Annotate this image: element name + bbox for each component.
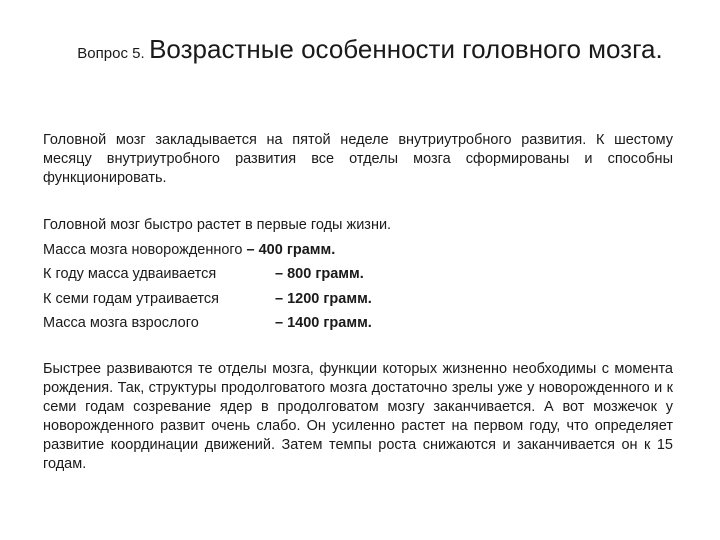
paragraph-brain-regions-development: Быстрее развиваются те отделы мозга, функции которых жизненно необходимы с момента рождения. Так, структуры продолговатого мозга достаточно зрелы уже у новорожденного и к семи годам созревание ядер в продолговатом мозгу заканчивается. А вот мозжечок у новорожденного развит очень слабо. Он усиленно растет на первом году, что определяет развитие координации движений. Затем темпы роста снижаются и заканчивается он к 15 годам. bbox=[43, 361, 673, 472]
mass-row-value: – 1200 грамм. bbox=[275, 290, 372, 307]
question-number: Вопрос 5. bbox=[77, 45, 145, 62]
mass-row-newborn bbox=[43, 238, 673, 263]
growth-intro bbox=[43, 213, 673, 238]
mass-row-adult bbox=[43, 311, 673, 336]
mass-row-seven-years bbox=[43, 287, 673, 312]
paragraph-embryonic-development: Головной мозг закладывается на пятой неделе внутриутробного развития. К шестому месяцу внутриутробного развития все отделы мозга сформированы и способны функционировать. bbox=[43, 132, 673, 186]
brain-mass-block bbox=[43, 213, 673, 336]
mass-row-label: К семи годам утраивается bbox=[43, 290, 220, 307]
title-text: Возрастные особенности головного мозга. bbox=[149, 34, 663, 64]
mass-row-label: К году масса удваивается bbox=[43, 266, 217, 282]
mass-row-label: Масса мозга новорожденного bbox=[43, 241, 243, 258]
mass-row-one-year bbox=[43, 262, 673, 287]
growth-intro-text: Головной мозг быстро растет в первые годы жизни. bbox=[43, 217, 392, 233]
mass-row-label: Масса мозга взрослого bbox=[43, 315, 199, 331]
slide-title bbox=[60, 28, 680, 75]
mass-row-value: – 800 грамм. bbox=[275, 266, 364, 282]
mass-row-value: – 1400 грамм. bbox=[275, 315, 372, 331]
mass-row-value: – 400 грамм. bbox=[246, 241, 336, 258]
